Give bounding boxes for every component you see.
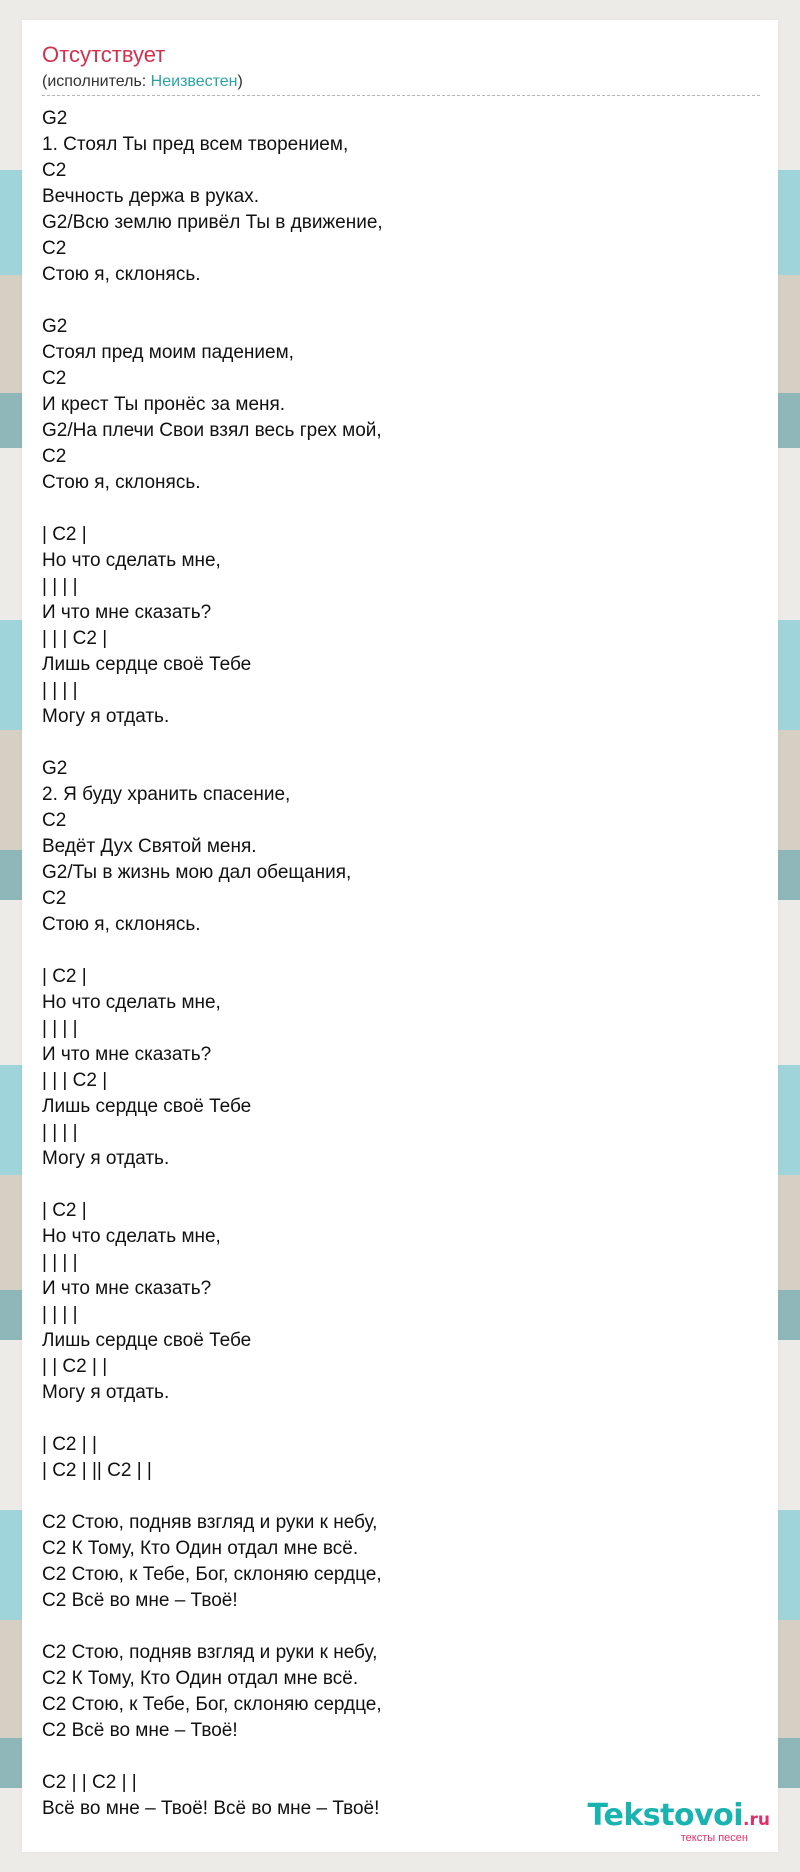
lyric-line: Лишь сердце своё Тебе [42, 1096, 252, 1117]
lyric-line [42, 1172, 383, 1198]
lyric-line: C2 К Тому, Кто Один отдал мне всё. [42, 1538, 359, 1559]
lyric-line: И что мне сказать? [42, 1044, 212, 1065]
lyric-line: | | | C2 | [42, 628, 108, 649]
lyric-line: | | | | [42, 680, 78, 701]
lyric-line: Лишь сердце своё Тебе [42, 654, 252, 675]
lyric-line: C2 [42, 238, 67, 259]
lyric-line: Лишь сердце своё Тебе [42, 1330, 252, 1351]
lyric-line: C2 Стою, подняв взгляд и руки к небу, [42, 1512, 378, 1533]
performer-suffix: ) [237, 73, 243, 90]
lyric-line [42, 730, 383, 756]
lyric-line [42, 938, 383, 964]
lyric-line: C2 [42, 368, 67, 389]
lyric-line: Могу я отдать. [42, 1148, 170, 1169]
lyric-line: G2 [42, 108, 68, 129]
lyric-line: Всё во мне – Твоё! Всё во мне – Твоё! [42, 1798, 380, 1819]
lyric-line: Но что сделать мне, [42, 1226, 221, 1247]
lyric-line: C2 [42, 810, 67, 831]
song-title: Отсутствует [42, 42, 166, 67]
song-performer [42, 72, 243, 92]
lyric-line: Стою я, склонясь. [42, 914, 201, 935]
lyric-line: | | | C2 | [42, 1070, 108, 1091]
lyric-line: C2 К Тому, Кто Один отдал мне всё. [42, 1668, 359, 1689]
lyrics-text [42, 106, 383, 1822]
lyrics-card [22, 20, 778, 1852]
logo-tagline: тексты песен [680, 1832, 748, 1844]
lyric-line: | C2 | [42, 1200, 87, 1221]
logo-tld: .ru [743, 1810, 770, 1830]
lyric-line: C2 Всё во мне – Твоё! [42, 1590, 238, 1611]
lyric-line: C2 Всё во мне – Твоё! [42, 1720, 238, 1741]
title-divider [42, 95, 760, 96]
lyric-line: C2 [42, 160, 67, 181]
lyric-line: | C2 | [42, 966, 87, 987]
lyric-line: Могу я отдать. [42, 1382, 170, 1403]
lyric-line: | | | | [42, 1122, 78, 1143]
lyric-line: | | C2 | | [42, 1356, 108, 1377]
lyric-line: Но что сделать мне, [42, 992, 221, 1013]
lyric-line: Стою я, склонясь. [42, 472, 201, 493]
lyric-line [42, 1484, 383, 1510]
lyric-line: G2/Ты в жизнь мою дал обещания, [42, 862, 352, 883]
lyric-line: C2 Стою, к Тебе, Бог, склоняю сердце, [42, 1564, 382, 1585]
lyric-line [42, 1744, 383, 1770]
lyric-line: | | | | [42, 1252, 78, 1273]
lyric-line: | | | | [42, 576, 78, 597]
lyric-line: | C2 | | [42, 1434, 97, 1455]
lyric-line: C2 [42, 888, 67, 909]
lyric-line: | C2 | [42, 524, 87, 545]
lyric-line: И что мне сказать? [42, 602, 212, 623]
lyric-line: Но что сделать мне, [42, 550, 221, 571]
lyric-line: | C2 | || C2 | | [42, 1460, 152, 1481]
performer-link[interactable]: Неизвестен [150, 73, 238, 90]
lyric-line: C2 Стою, к Тебе, Бог, склоняю сердце, [42, 1694, 382, 1715]
performer-prefix: (исполнитель: [42, 73, 151, 90]
lyric-line: Стоял пред моим падением, [42, 342, 294, 363]
lyric-line: И крест Ты пронёс за меня. [42, 394, 286, 415]
lyric-line [42, 288, 383, 314]
lyric-line: C2 | | C2 | | [42, 1772, 137, 1793]
lyric-line: C2 [42, 446, 67, 467]
lyric-line: 2. Я буду хранить спасение, [42, 784, 291, 805]
lyric-line: Стою я, склонясь. [42, 264, 201, 285]
logo-main-text: Tekstovoi [587, 1798, 744, 1833]
lyric-line: | | | | [42, 1304, 78, 1325]
lyric-line: G2/Всю землю привёл Ты в движение, [42, 212, 383, 233]
logo-wordmark [588, 1800, 771, 1836]
lyric-line [42, 1614, 383, 1640]
lyric-line: И что мне сказать? [42, 1278, 212, 1299]
site-logo[interactable] [588, 1800, 771, 1844]
lyric-line: Могу я отдать. [42, 706, 170, 727]
lyric-line: | | | | [42, 1018, 78, 1039]
lyric-line: C2 Стою, подняв взгляд и руки к небу, [42, 1642, 378, 1663]
lyric-line: G2/На плечи Свои взял весь грех мой, [42, 420, 382, 441]
lyric-line [42, 1406, 383, 1432]
lyric-line: G2 [42, 758, 68, 779]
lyric-line [42, 496, 383, 522]
lyric-line: Ведёт Дух Святой меня. [42, 836, 257, 857]
lyric-line: 1. Стоял Ты пред всем творением, [42, 134, 349, 155]
lyric-line: G2 [42, 316, 68, 337]
lyric-line: Вечность держа в руках. [42, 186, 260, 207]
